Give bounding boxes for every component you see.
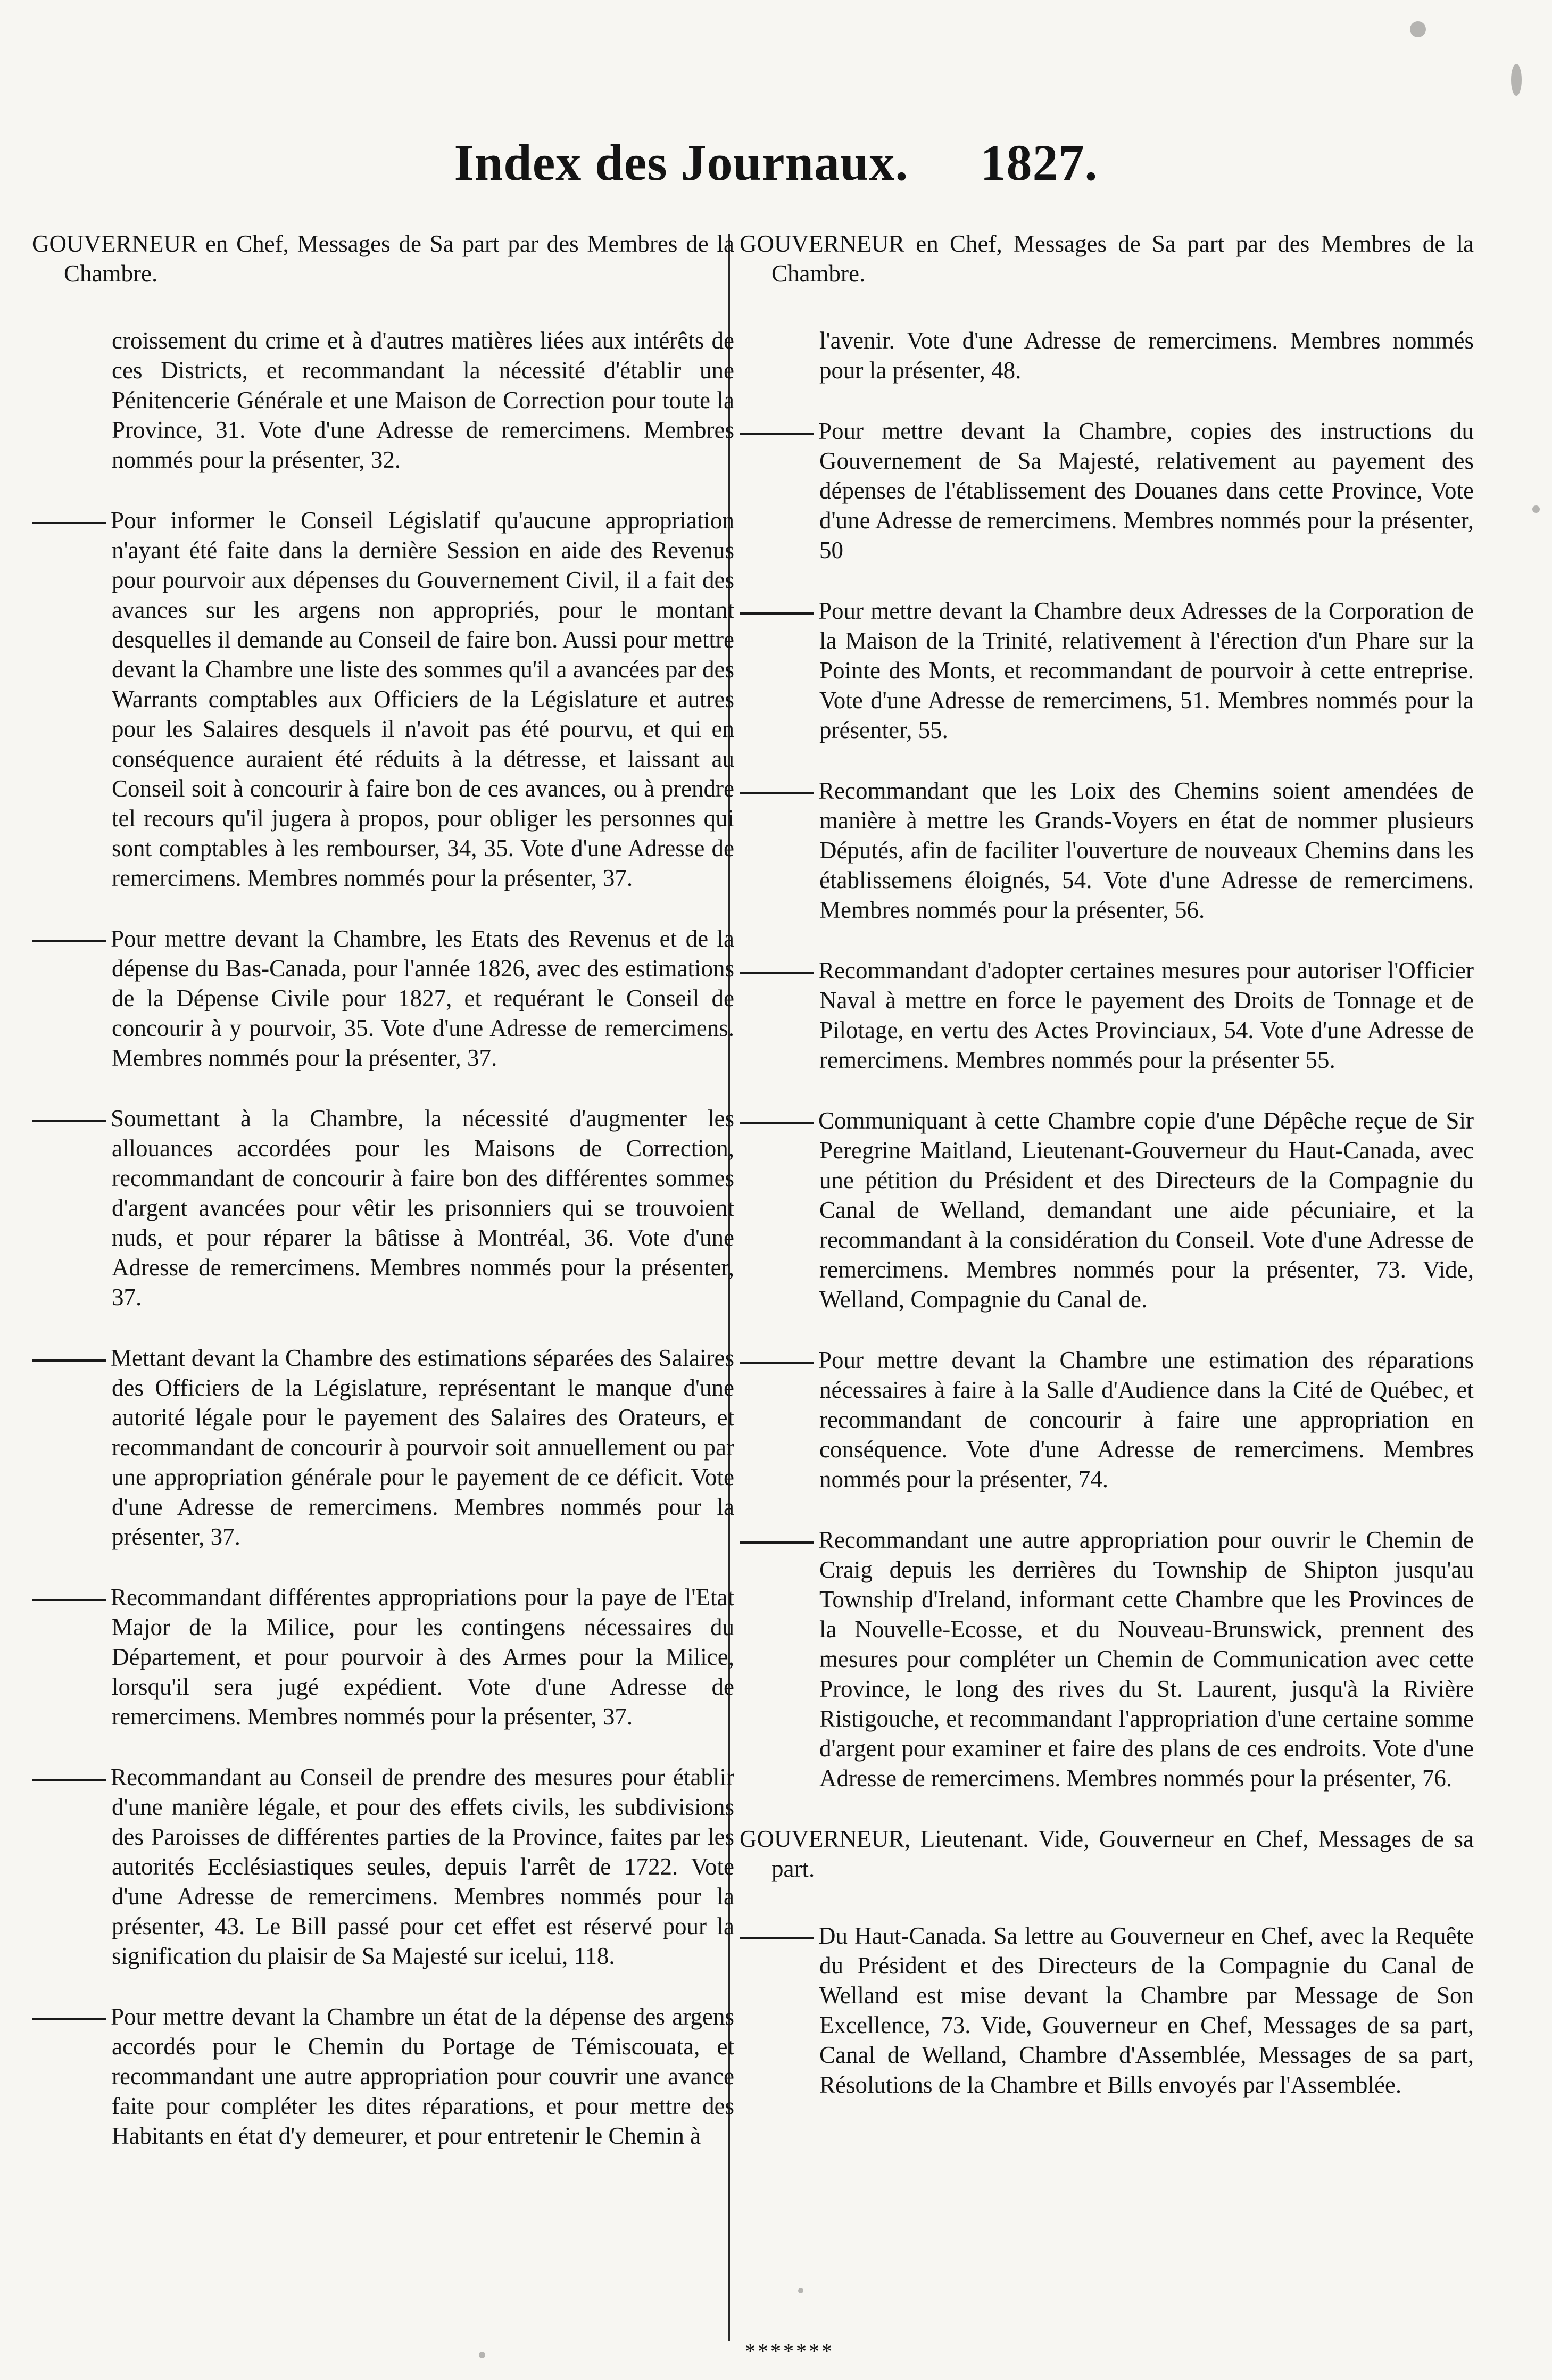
left-entry-2 [32,924,734,1073]
left-entry-7-text: Pour mettre devant la Chambre un état de la dépense des argens accordés pour le Chemin du Portage de Témiscouata, et recommandant une autre appropriation pour couvrir une avance faite pour compléter les dites réparations, et pour mettre des Habitants en état d'y demeurer, et pour entretenir le Chemin à [111,2003,734,2149]
left-entry-6 [32,1762,734,1971]
page-header [0,133,1552,192]
right-entry-3-text: Recommandant que les Loix des Chemins soient amendées de manière à mettre les Grands-Voyers en état de nommer plusieurs Députés, afin de faciliter l'ouverture de nouveaux Chemins dans les établissemens éloignés, 54. Vote d'une Adresse de remercimens. Membres nommés pour la présenter, 56. [818,777,1474,923]
scan-speck [1410,21,1426,37]
right-entry-5-text: Communiquant à cette Chambre copie d'une Dépêche reçue de Sir Peregrine Maitland, Lieutenant-Gouverneur du Haut-Canada, avec une pétition du Président et des Directeurs de la Compagnie du Canal de Welland, demandant une aide pécuniaire, et la recommandant à la considération du Conseil. Vote d'une Adresse de remercimens. Membres nommés pour la présenter, 73. Vide, Welland, Compagnie du Canal de. [818,1107,1474,1313]
left-column [32,229,734,2182]
right-entry-7-text: Recommandant une autre appropriation pour ouvrir le Chemin de Craig depuis les derrières du Township de Shipton jusqu'au Township d'Ireland, informant cette Chambre que les Provinces de la Nouvelle-Ecosse, et du Nouveau-Brunswick, prennent des mesures pour compléter un Chemin de Communication avec cette Province, le long des rives du St. Laurent, jusqu'à la Rivière Ristigouche, et recommandant l'appropriation d'une certaine somme d'argent pour examiner et faire des plans de ces endroits. Vote d'une Adresse de remercimens. Membres nommés pour la présenter, 76. [818,1527,1474,1792]
right-heading-2: GOUVERNEUR, Lieutenant. Vide, Gouverneur en Chef, Messages de sa part. [740,1826,1474,1882]
left-entry-4 [32,1343,734,1552]
left-entry-3 [32,1104,734,1312]
left-entry-6-text: Recommandant au Conseil de prendre des mesures pour établir d'une manière légale, et pour des effets civils, les subdivisions des Paroisses de différentes parties de la Province, faites par les autorités Ecclésiastiques seules, depuis l'arrêt de 1722. Vote d'une Adresse de remercimens. Membres nommés pour la présenter, 43. Le Bill passé pour cet effet est réservé pour la signification du plaisir de Sa Majesté sur icelui, 118. [111,1764,734,1969]
dash-rule [32,940,106,942]
right-entry-2-text: Pour mettre devant la Chambre deux Adresses de la Corporation de la Maison de la Trinité, relativement à l'érection d'un Phare sur la Pointe des Monts, et recommandant de pourvoir à cette entreprise. Vote d'une Adresse de remercimens, 51. Membres nommés pour la présenter, 55. [818,598,1474,743]
dash-rule [32,1779,106,1781]
right-entry-1 [740,416,1474,565]
left-entry-3-text: Soumettant à la Chambre, la nécessité d'augmenter les allouances accordées pour les Maisons de Correction, recommandant de concourir à faire bon des différentes sommes d'argent avancées pour vêtir les prisonniers qui se trouvoient nuds, et pour réparer la bâtisse à Montréal, 36. Vote d'une Adresse de remercimens. Membres nommés pour la présenter, 37. [111,1105,734,1311]
dash-rule [740,972,814,974]
scan-speck [479,2352,485,2358]
left-entry-1 [32,505,734,893]
left-entry-5 [32,1582,734,1731]
right-entry-2 [740,596,1474,745]
dash-rule [740,612,814,615]
right-entry-7 [740,1525,1474,1793]
page-year: 1827. [980,134,1098,191]
right-entry-5 [740,1106,1474,1314]
right-entry2-0-text: Du Haut-Canada. Sa lettre au Gouverneur en Chef, avec la Requête du Président et des Directeurs de la Compagnie du Canal de Welland est mise devant la Chambre par Message de Son Excellence, 73. Vide, Gouverneur en Chef, Messages de sa part, Canal de Welland, Chambre d'Assemblée, Messages de sa part, Résolutions de la Chambre et Bills envoyés par l'Assemblée. [818,1922,1474,2098]
dash-rule [740,792,814,794]
scan-speck [1511,64,1522,96]
page-title: Index des Journaux. [454,134,909,191]
dash-rule [32,522,106,524]
right-entry-3 [740,776,1474,925]
dash-rule [740,1362,814,1364]
left-entry-5-text: Recommandant différentes appropriations pour la paye de l'Etat Major de la Milice, pour les contingens nécessaires du Département, et pour pourvoir à des Armes pour la Milice, lorsqu'il sera jugé expédient. Vote d'une Adresse de remercimens. Membres nommés pour la présenter, 37. [111,1584,734,1730]
right-entry-6-text: Pour mettre devant la Chambre une estimation des réparations nécessaires à faire à la Salle d'Audience dans la Cité de Québec, et recommandant de concourir à faire une appropriation en conséquence. Vote d'une Adresse de remercimens. Membres nommés pour la présenter, 74. [818,1347,1474,1492]
right-entry-4 [740,956,1474,1075]
right-entry-1-text: Pour mettre devant la Chambre, copies des instructions du Gouvernement de Sa Majesté, relativement au payement des dépenses de l'établissement des Douanes dans cette Province, Vote d'une Adresse de remercimens. Membres nommés pour la présenter, 50 [818,418,1474,563]
left-heading: GOUVERNEUR en Chef, Messages de Sa part par des Membres de la Chambre. [32,230,734,287]
left-entry-7 [32,2002,734,2151]
dash-rule [32,1120,106,1122]
left-entry-2-text: Pour mettre devant la Chambre, les Etats des Revenus et de la dépense du Bas-Canada, pour l'année 1826, avec des estimations de la Dépense Civile pour 1827, et requérant le Conseil de concourir à y pourvoir, 35. Vote d'une Adresse de remercimens. Membres nommés pour la présenter, 37. [111,925,734,1071]
dash-rule [740,1122,814,1124]
dash-rule [32,1359,106,1362]
left-entry-4-text: Mettant devant la Chambre des estimations séparées des Salaires des Officiers de la Législature, représentant le manque d'une autorité légale pour le payement des Salaires des Orateurs, et recommandant de concourir à pourvoir soit annuellement ou par une appropriation générale pour le payement de ce déficit. Vote d'une Adresse de remercimens. Membres nommés pour la présenter, 37. [111,1345,734,1550]
end-marker: ******* [745,2339,834,2363]
right-entry-0: l'avenir. Vote d'une Adresse de remercimens. Membres nommés pour la présenter, 48. [819,327,1474,384]
dash-rule [32,1599,106,1601]
right-entry-4-text: Recommandant d'adopter certaines mesures pour autoriser l'Officier Naval à mettre en force le payement des Droits de Tonnage et de Pilotage, en vertu des Actes Provinciaux, 54. Vote d'une Adresse de remercimens. Membres nommés pour la présenter 55. [818,957,1474,1073]
right-column [740,229,1474,2130]
scan-speck [1532,505,1540,513]
dash-rule [740,1541,814,1544]
right-entry2-0 [740,1921,1474,2100]
right-entry-6 [740,1345,1474,1494]
dash-rule [740,433,814,435]
left-entry-1-text: Pour informer le Conseil Législatif qu'aucune appropriation n'ayant été faite dans la dernière Session en aide des Revenus pour pourvoir aux dépenses du Gouvernement Civil, il a fait des avances sur les argens non appropriés, pour le montant desquelles il demande au Conseil de faire bon. Aussi pour mettre devant la Chambre une liste des sommes qu'il a avancées par des Warrants comptables aux Officiers de la Législature et autres pour les Salaires desquels il n'avoit pas été pourvu, et qui en conséquence auraient été réduits à la détresse, et laissant au Conseil soit à concourir à faire bon de ces avances, ou à prendre tel recours qu'il jugera à propos, pour obliger les personnes qui sont comptables à les rembourser, 34, 35. Vote d'une Adresse de remercimens. Membres nommés pour la présenter, 37. [111,507,734,891]
dash-rule [740,1937,814,1939]
scan-speck [798,2288,803,2293]
right-heading: GOUVERNEUR en Chef, Messages de Sa part par des Membres de la Chambre. [740,230,1474,287]
left-entry-0: croissement du crime et à d'autres matières liées aux intérêts de ces Districts, et recommandant la nécessité d'établir une Pénitencerie Générale et une Maison de Correction pour toute la Province, 31. Vote d'une Adresse de remercimens. Membres nommés pour la présenter, 32. [112,327,734,473]
dash-rule [32,2018,106,2020]
